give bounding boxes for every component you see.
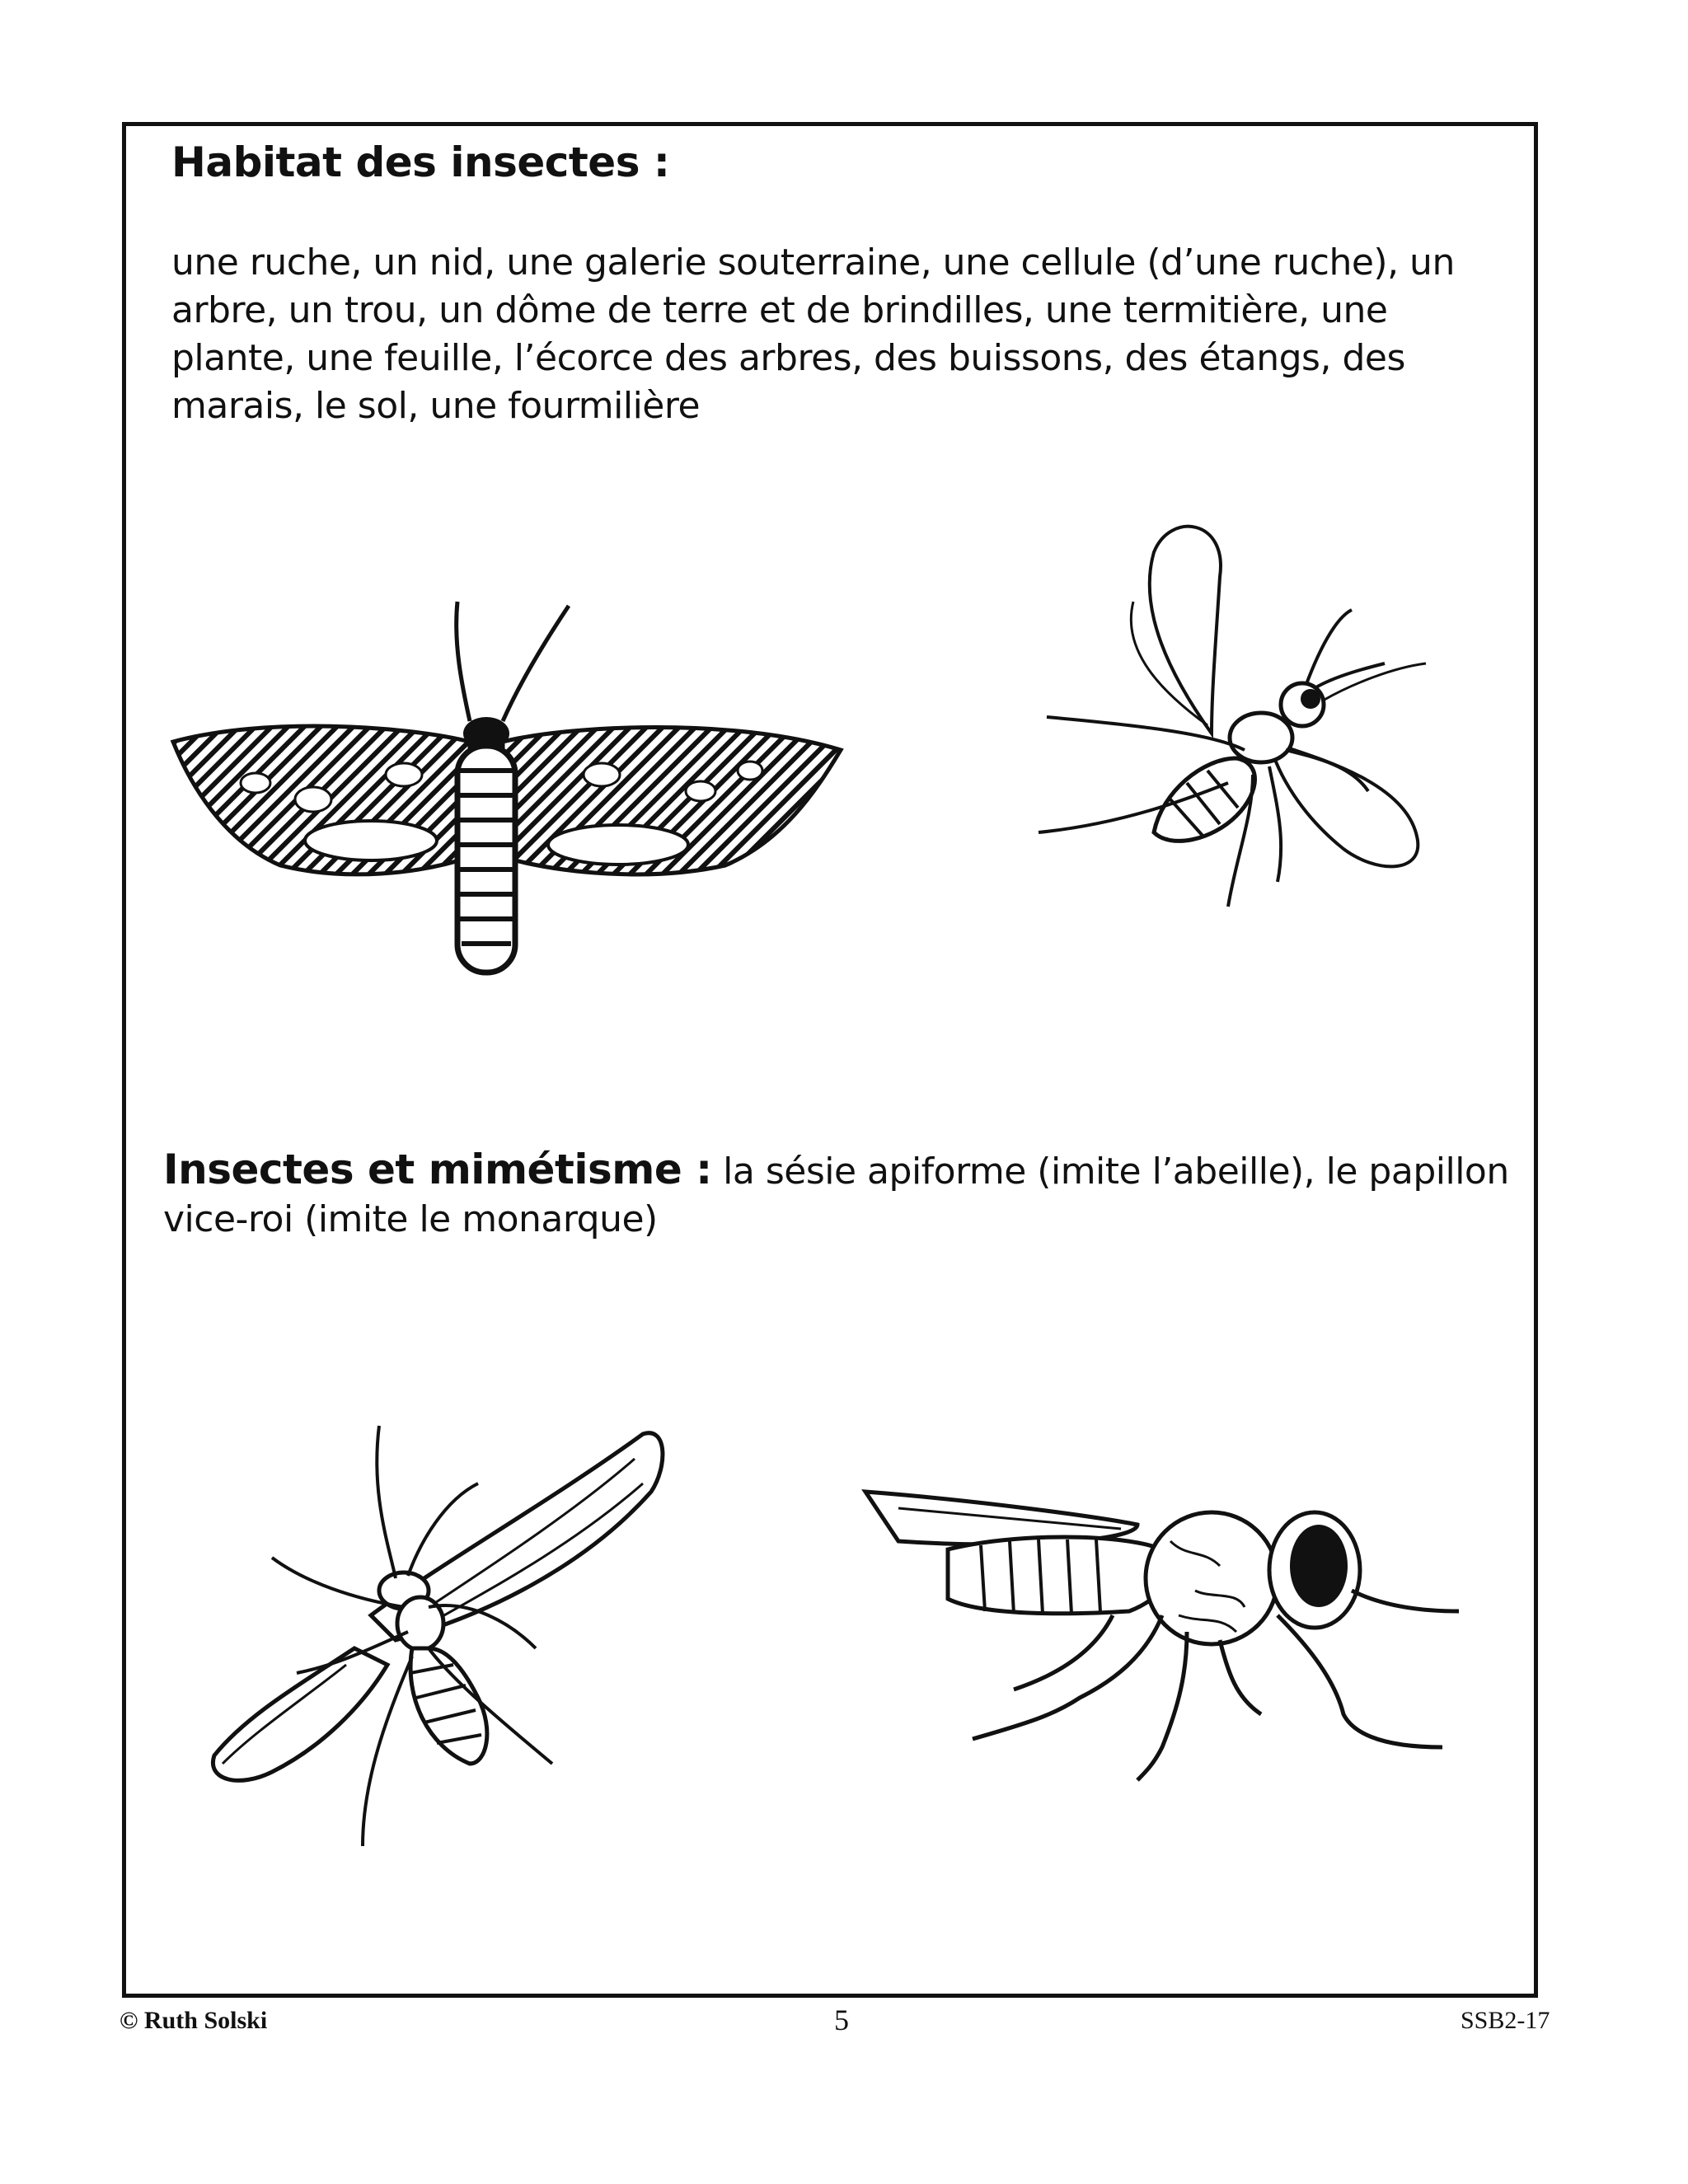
habitat-line: une ruche, un nid, une galerie souterraine, une cellule (d’une ruche), un bbox=[171, 241, 1455, 284]
mimicry-heading: Insectes et mimétisme : bbox=[163, 1146, 712, 1193]
habitat-text bbox=[171, 239, 1507, 430]
footer-page-number: 5 bbox=[834, 2004, 849, 2036]
mimicry-text bbox=[163, 1146, 1515, 1244]
habitat-heading: Habitat des insectes : bbox=[171, 138, 670, 186]
footer-code: SSB2-17 bbox=[1461, 2007, 1550, 2034]
small-fly-illustration bbox=[1022, 511, 1434, 931]
wasp-illustration bbox=[206, 1401, 701, 1879]
copyright-icon: © bbox=[120, 2007, 138, 2034]
habitat-line: plante, une feuille, l’écorce des arbres, des buissons, des étangs, des bbox=[171, 337, 1405, 379]
hoverfly-illustration bbox=[849, 1467, 1475, 1797]
footer-copyright bbox=[120, 2007, 267, 2035]
moth-illustration bbox=[157, 593, 857, 981]
habitat-line: marais, le sol, une fourmilière bbox=[171, 385, 701, 427]
habitat-line: arbre, un trou, un dôme de terre et de brindilles, une termitière, une bbox=[171, 289, 1388, 331]
mimicry-line-2: vice-roi (imite le monarque) bbox=[163, 1198, 658, 1240]
mimicry-line-1 bbox=[163, 1146, 1515, 1196]
footer-author: Ruth Solski bbox=[143, 2007, 268, 2034]
mimicry-text-part: la sésie apiforme (imite l’abeille), le papillon bbox=[711, 1151, 1509, 1193]
